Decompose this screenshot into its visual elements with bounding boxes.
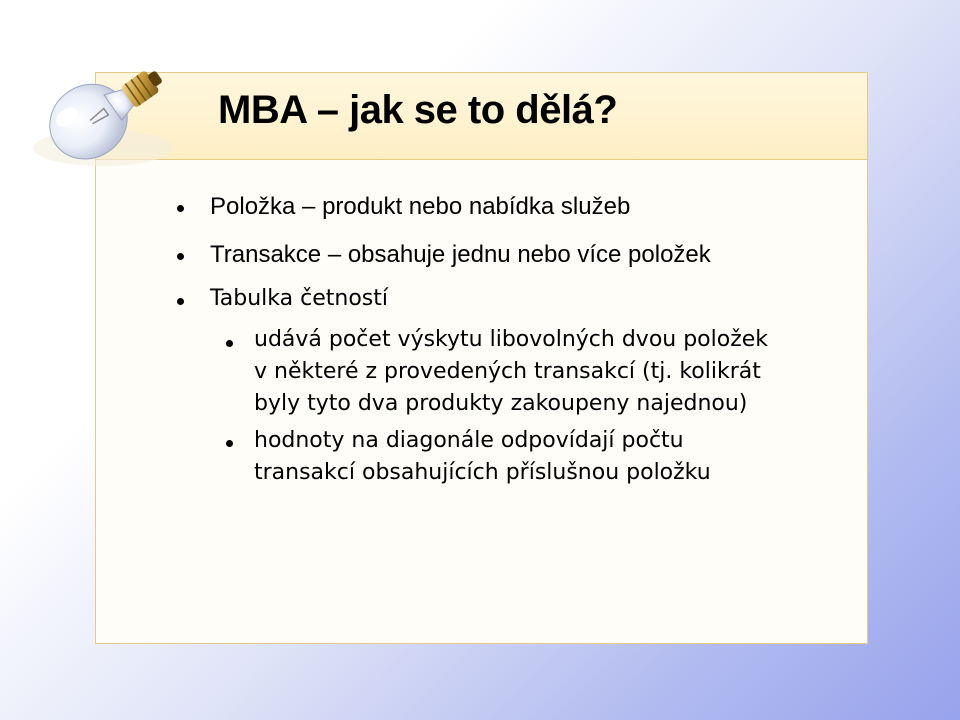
sub-bullet-line: v některé z provedených transakcí (tj. kolikrát	[254, 359, 761, 384]
sub-bullet-line: hodnoty na diagonále odpovídají počtu	[254, 428, 684, 453]
sub-bullet-line: transakcí obsahujících příslušnou položku	[254, 460, 711, 485]
sub-bullet-marker	[226, 340, 233, 347]
bullet-marker	[177, 253, 184, 260]
bullet-marker	[177, 298, 184, 305]
lightbulb-icon	[28, 48, 198, 178]
bullet-item: Transakce – obsahuje jednu nebo více položek	[210, 241, 711, 268]
bullet-item: Položka – produkt nebo nabídka služeb	[210, 193, 631, 220]
bullet-marker	[177, 205, 184, 212]
sub-bullet-line: byly tyto dva produkty zakoupeny najednou)	[254, 391, 748, 416]
sub-bullet-line: udává počet výskytu libovolných dvou položek	[254, 327, 769, 352]
sub-bullet-marker	[226, 440, 233, 447]
slide-title: MBA – jak se to dělá?	[218, 88, 618, 132]
bullet-item: Tabulka četností	[210, 286, 388, 311]
